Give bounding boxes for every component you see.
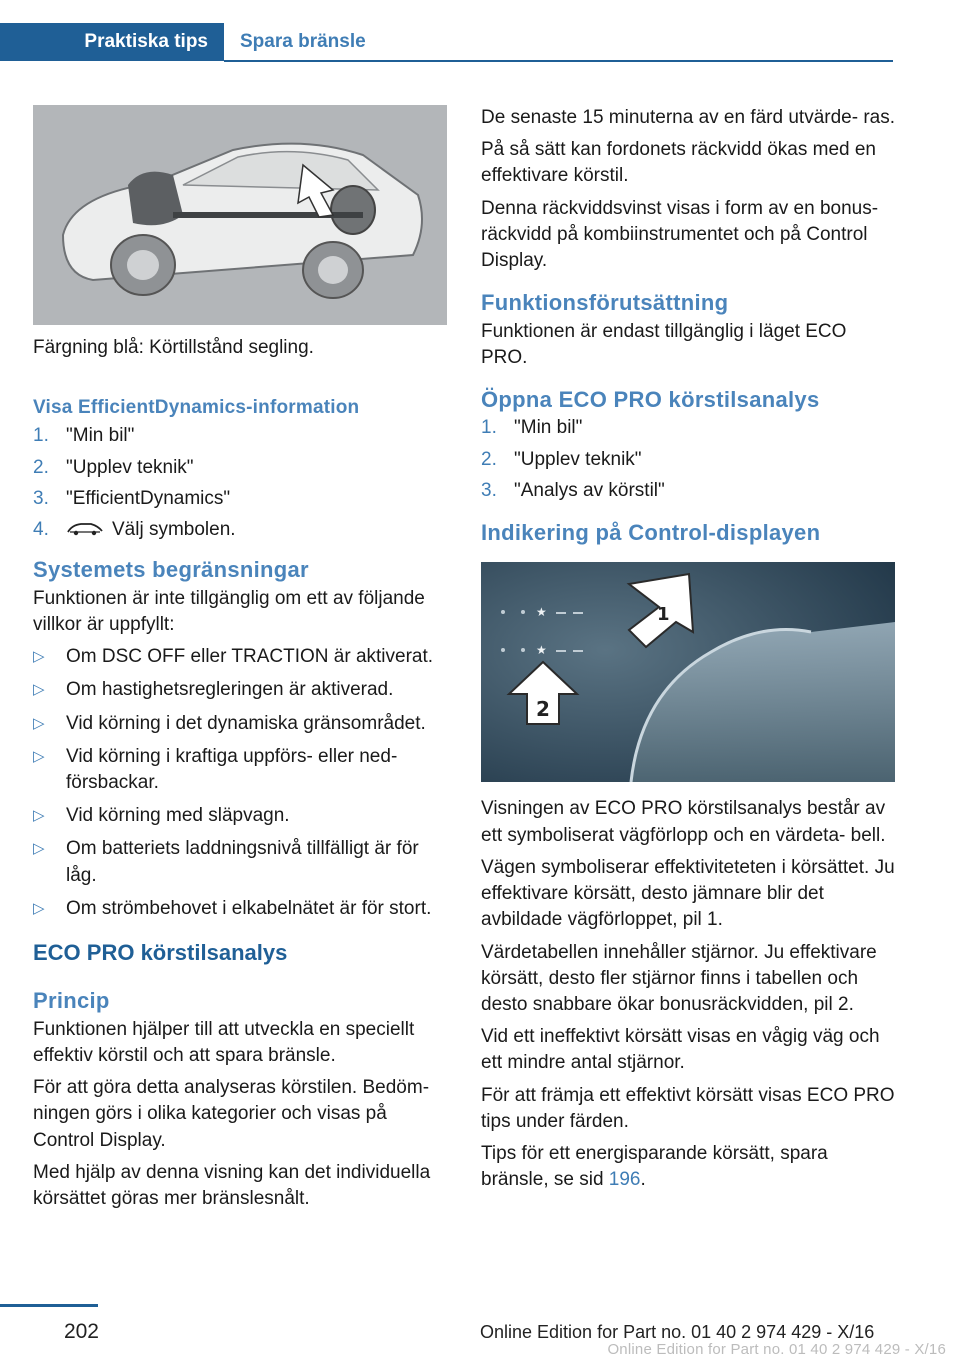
page-header [0,23,893,63]
step-number: 2. [33,456,49,478]
step-text: "Min bil" [66,425,135,447]
triangle-bullet-icon: ▷ [33,807,45,825]
car-drivetrain-illustration [33,105,447,325]
list-item [33,836,447,888]
list-item-text: Om batteriets laddningsnivå tillfälligt är för låg. [66,838,419,886]
triangle-bullet-icon: ▷ [33,899,45,917]
limits-list [33,644,447,922]
car-drivetrain-image [33,105,447,325]
header-rule [224,60,893,62]
efficient-dynamics-car-icon [66,520,104,538]
requirement-text: Funktionen är endast tillgänglig i läget ECO PRO. [481,320,847,368]
principle-heading: Princip [33,988,110,1014]
principle-para: För att göra detta analyseras körstilen. Bedöm‐ ningen görs i olika kategorier och visas på Control Display. [33,1077,430,1151]
open-analysis-heading: Öppna ECO PRO körstilsanalys [481,387,820,413]
step-text: "EfficientDynamics" [66,487,231,509]
list-item-text: Om DSC OFF eller TRACTION är aktiverat. [66,646,434,668]
list-item [481,447,895,473]
step-text: Välj symbolen. [112,519,236,541]
tip-text: Tips för ett energisparande körsätt, spara bränsle, se sid [481,1143,828,1191]
intro-para: På så sätt kan fordonets räckvidd ökas med en effektivare körstil. [481,139,876,187]
step-text: "Min bil" [514,417,583,439]
page-number: 202 [63,1320,99,1343]
eco-pro-heading: ECO PRO körstilsanalys [33,940,288,966]
triangle-bullet-icon: ▷ [33,747,45,765]
footer-rule [0,1304,98,1307]
info-steps [33,423,447,543]
list-item-text: Om strömbehovet i elkabelnätet är för stort. [66,897,432,919]
list-item-text: Vid körning med släpvagn. [66,805,290,827]
principle-para: Funktionen hjälper till att utveckla en speciellt effektiv körstil och att spara bränsle. [33,1018,415,1067]
intro-para: De senaste 15 minuterna av en färd utvärde‐ ras. [481,107,896,128]
triangle-bullet-icon: ▷ [33,681,45,699]
step-number: 2. [481,448,497,470]
car-image-caption: Färgning blå: Körtillstånd segling. [33,337,314,358]
list-item [33,711,447,737]
display-para: För att främja ett effektivt körsätt visas ECO PRO tips under färden. [481,1084,895,1132]
list-item [33,896,447,922]
list-item-text: Om hastighetsregleringen är aktiverad. [66,679,394,701]
chapter-tab: Praktiska tips [0,23,224,61]
intro-para: Denna räckviddsvinst visas i form av en bonus‐ räckvidd på kombiinstrumentet och på Control Display. [481,197,879,272]
limits-intro: Funktionen är inte tillgänglig om ett av följande villkor är uppfyllt: [33,587,425,635]
list-item-text: Vid körning i kraftiga uppförs- eller ned‐ försbackar. [66,745,398,793]
info-heading: Visa EfficientDynamics-information [33,397,360,419]
eco-pro-display-image [481,562,895,782]
step-number: 1. [481,417,497,439]
arrow-1-label: 1 [657,604,670,626]
arrow-2-label: 2 [536,697,550,722]
step-number: 3. [33,487,49,509]
step-number: 1. [33,425,49,447]
open-steps [481,415,895,504]
limits-heading: Systemets begränsningar [33,557,309,583]
list-item [33,486,447,512]
step-number: 4. [33,519,49,541]
list-item-text: Vid körning i det dynamiska gränsområdet. [66,712,426,734]
left-column [33,105,447,1218]
watermark: Online Edition for Part no. 01 40 2 974 429 - X/16 [607,1341,946,1358]
tip-para [481,1141,895,1193]
triangle-bullet-icon: ▷ [33,648,45,666]
display-para: Vägen symboliserar effektiviteteten i körsättet. Ju effektivare körsätt, desto jämnare blir det avbildade vägförloppet, pil 1. [481,856,895,931]
right-column [481,105,895,1200]
svg-text:★: ★ [536,643,547,658]
eco-pro-display-illustration [481,562,895,782]
step-text: "Analys av körstil" [514,479,665,501]
display-para: Visningen av ECO PRO körstilsanalys består av ett symboliserat vägförlopp och en värdeta‐ bell. [481,798,886,846]
list-item [33,803,447,829]
list-item [33,455,447,481]
list-item [33,677,447,703]
svg-text:★: ★ [536,605,547,620]
principle-para: Med hjälp av denna visning kan det individuella körsättet göras mer bränslesnålt. [33,1161,431,1210]
step-text: "Upplev teknik" [66,456,194,478]
list-item [481,415,895,441]
edition-text: Online Edition for Part no. 01 40 2 974 429 - X/16 [480,1322,875,1342]
triangle-bullet-icon: ▷ [33,714,45,732]
list-item [33,644,447,670]
display-heading: Indikering på Control-displayen [481,520,821,546]
list-item [481,478,895,504]
list-item [33,744,447,796]
step-text: "Upplev teknik" [514,448,642,470]
tip-end: . [640,1169,646,1191]
requirement-heading: Funktionsförutsättning [481,290,729,316]
list-item [33,517,447,543]
section-tab: Spara bränsle [240,30,366,52]
page-link[interactable]: 196 [608,1169,641,1191]
list-item [33,423,447,449]
display-para: Vid ett ineffektivt körsätt visas en vågig väg och ett mindre antal stjärnor. [481,1026,880,1074]
triangle-bullet-icon: ▷ [33,840,45,858]
display-para: Värdetabellen innehåller stjärnor. Ju effektivare körsätt, desto fler stjärnor finns i tabellen och desto snabbare ökar bonusräckvidden, pil 2. [481,941,877,1016]
step-number: 3. [481,479,497,501]
